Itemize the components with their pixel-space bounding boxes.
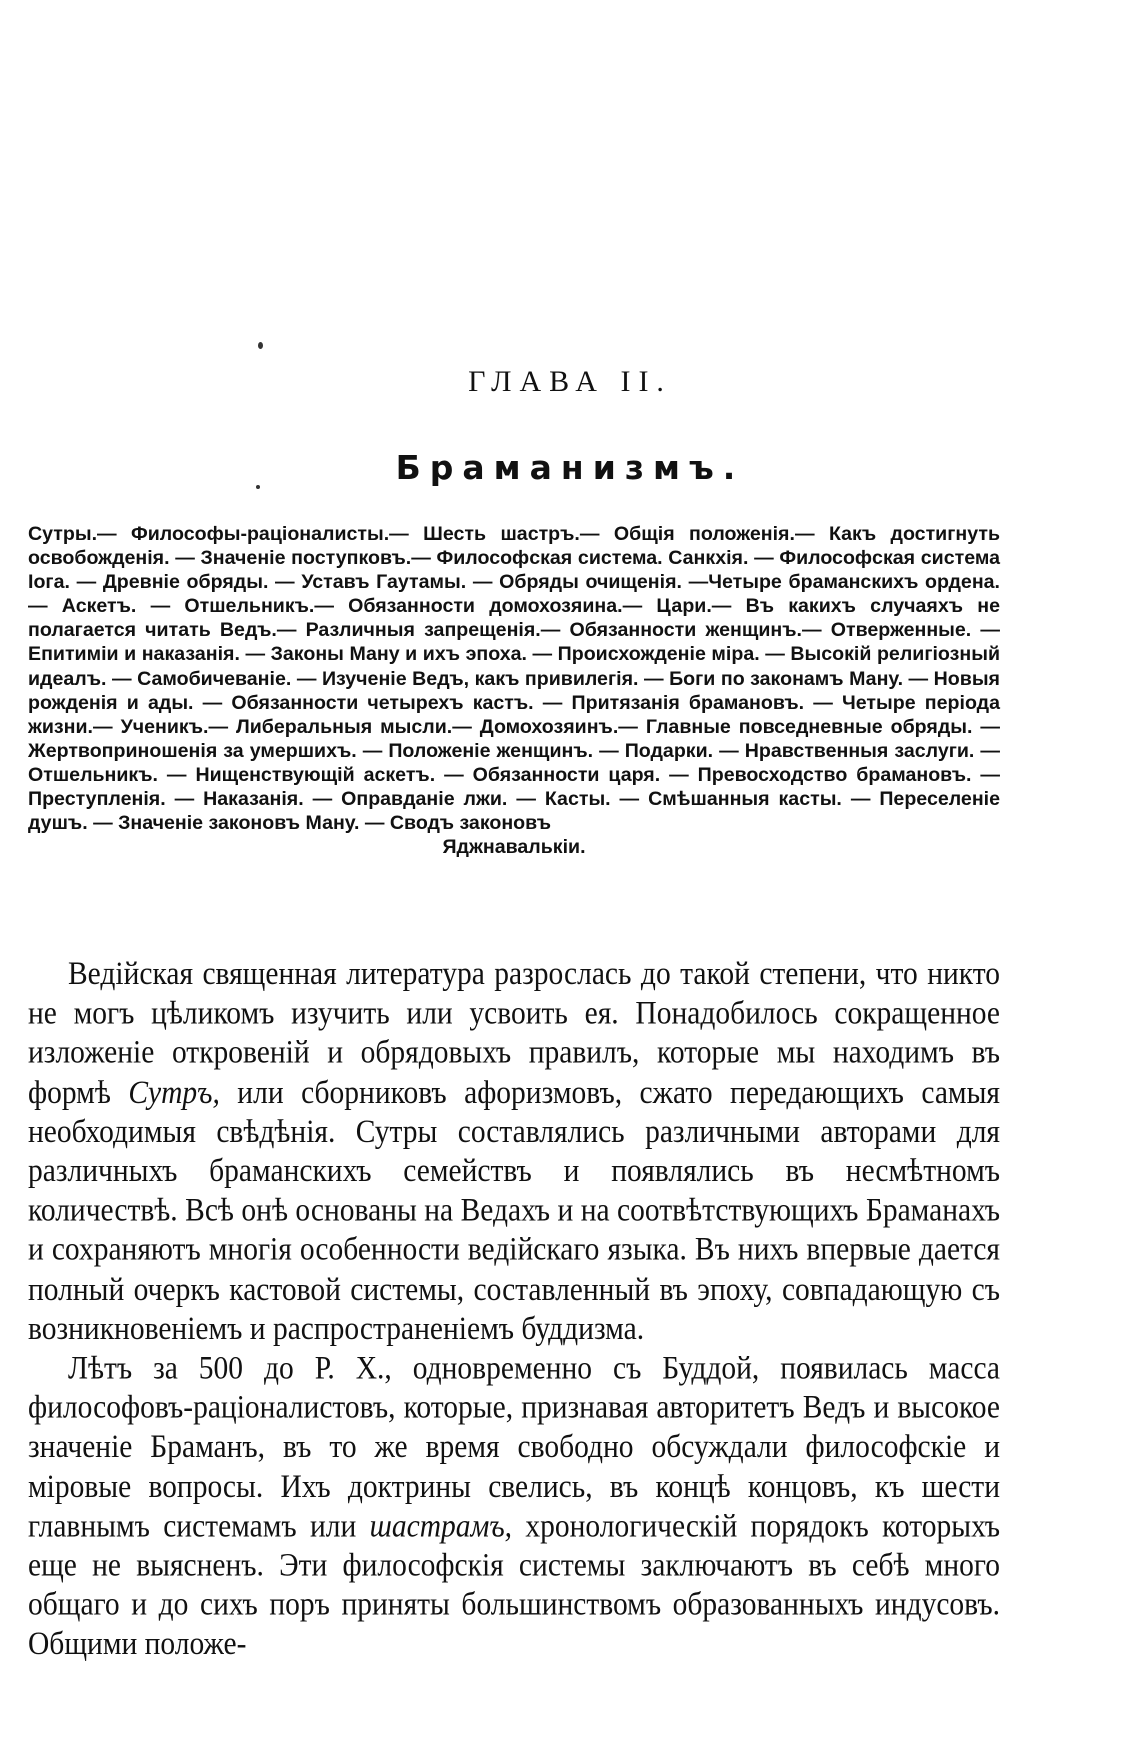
- summary-last-line: Яджнавалькіи.: [442, 836, 586, 859]
- summary-text: Сутры.— Философы-раціоналисты.— Шесть шастръ.— Общія положенія.— Какъ достигнуть освобожденія. — Значеніе поступковъ.— Философская система. Санкхія. — Философская система Іога. — Древніе обряды. — Уставъ Гаутамы. — Обряды очищенія. —Четыре браманскихъ ордена.— Аскетъ. — Отшельникъ.— Обязанности домохозяина.— Цари.— Въ какихъ случаяхъ не полагается читать Ведъ.— Различныя запрещенія.— Обязанности женщинъ.— Отверженные. — Епитиміи и наказанія. — Законы Ману и ихъ эпоха. — Происхожденіе міра. — Высокій религіозный идеалъ. — Самобичеваніе. — Изученіе Ведъ, какъ привилегія. — Боги по законамъ Ману. — Новыя рожденія и ады. — Обязанности четырехъ кастъ. — Притязанія брамановъ. — Четыре періода жизни.— Ученикъ.— Либеральныя мысли.— Домохозяинъ.— Главные повседневные обряды. — Жертвоприношенія за умершихъ. — Положеніе женщинъ. — Подарки. — Нравственныя заслуги. — Отшельникъ. — Нищенствующій аскетъ. — Обязанности царя. — Превосходство брамановъ. — Преступленія. — Наказанія. — Оправданіе лжи. — Касты. — Смѣшанныя касты. — Переселеніе душъ. — Значеніе законовъ Ману. — Сводъ законовъ: [28, 523, 1000, 835]
- chapter-title: Браманизмъ.: [395, 448, 745, 487]
- paragraph-1: [28, 955, 1000, 1349]
- paragraph-2-part-a: Лѣтъ за 500 до Р. Х., одновременно съ Буддой, появилась масса философовъ-раціоналистовъ, которые, признавая авторитетъ Ведъ и высокое значеніе Браманъ, въ то же время свободно обсуждали философскіе и міровые вопросы. Ихъ доктрины свелись, въ концѣ концовъ, къ шести главнымъ системамъ или: [28, 1350, 1000, 1544]
- paragraph-1-part-b: или сборниковъ афоризмовъ, сжато передающихъ самыя необходимыя свѣдѣнія. Сутры составлялись различными авторами для различныхъ браманскихъ семействъ и появлялись въ несмѣтномъ количествѣ. Всѣ онѣ основаны на Ведахъ и на соотвѣтствующихъ Браманахъ и сохраняютъ многія особенности ведійскаго языка. Въ нихъ впервые дается полный очеркъ кастовой системы, составленный въ эпоху, совпадающую съ возникновеніемъ и распространеніемъ буддизма.: [28, 1074, 1000, 1347]
- paragraph-2-part-b: хронологическій порядокъ которыхъ еще не выясненъ. Эти философскія системы заключаютъ въ себѣ много общаго и до сихъ поръ приняты большинствомъ образованныхъ индусовъ. Общими положе-: [28, 1508, 1000, 1663]
- chapter-label: ГЛАВА II.: [468, 365, 672, 398]
- paragraph-1-italic-term: Сутръ,: [128, 1074, 220, 1111]
- ink-speck: [258, 342, 263, 349]
- body-text: [28, 955, 1000, 1665]
- chapter-summary: [28, 522, 1000, 859]
- paragraph-2-italic-term: шастрамъ,: [369, 1508, 513, 1544]
- paragraph-1-part-a: Ведійская священная литература разрослась до такой степени, что никто не могъ цѣликомъ изучить или усвоить ея. Понадобилось сокращенное изложеніе откровеній и обрядовыхъ правилъ, которые мы находимъ въ формѣ: [28, 956, 1000, 1111]
- paragraph-2: [28, 1349, 1000, 1664]
